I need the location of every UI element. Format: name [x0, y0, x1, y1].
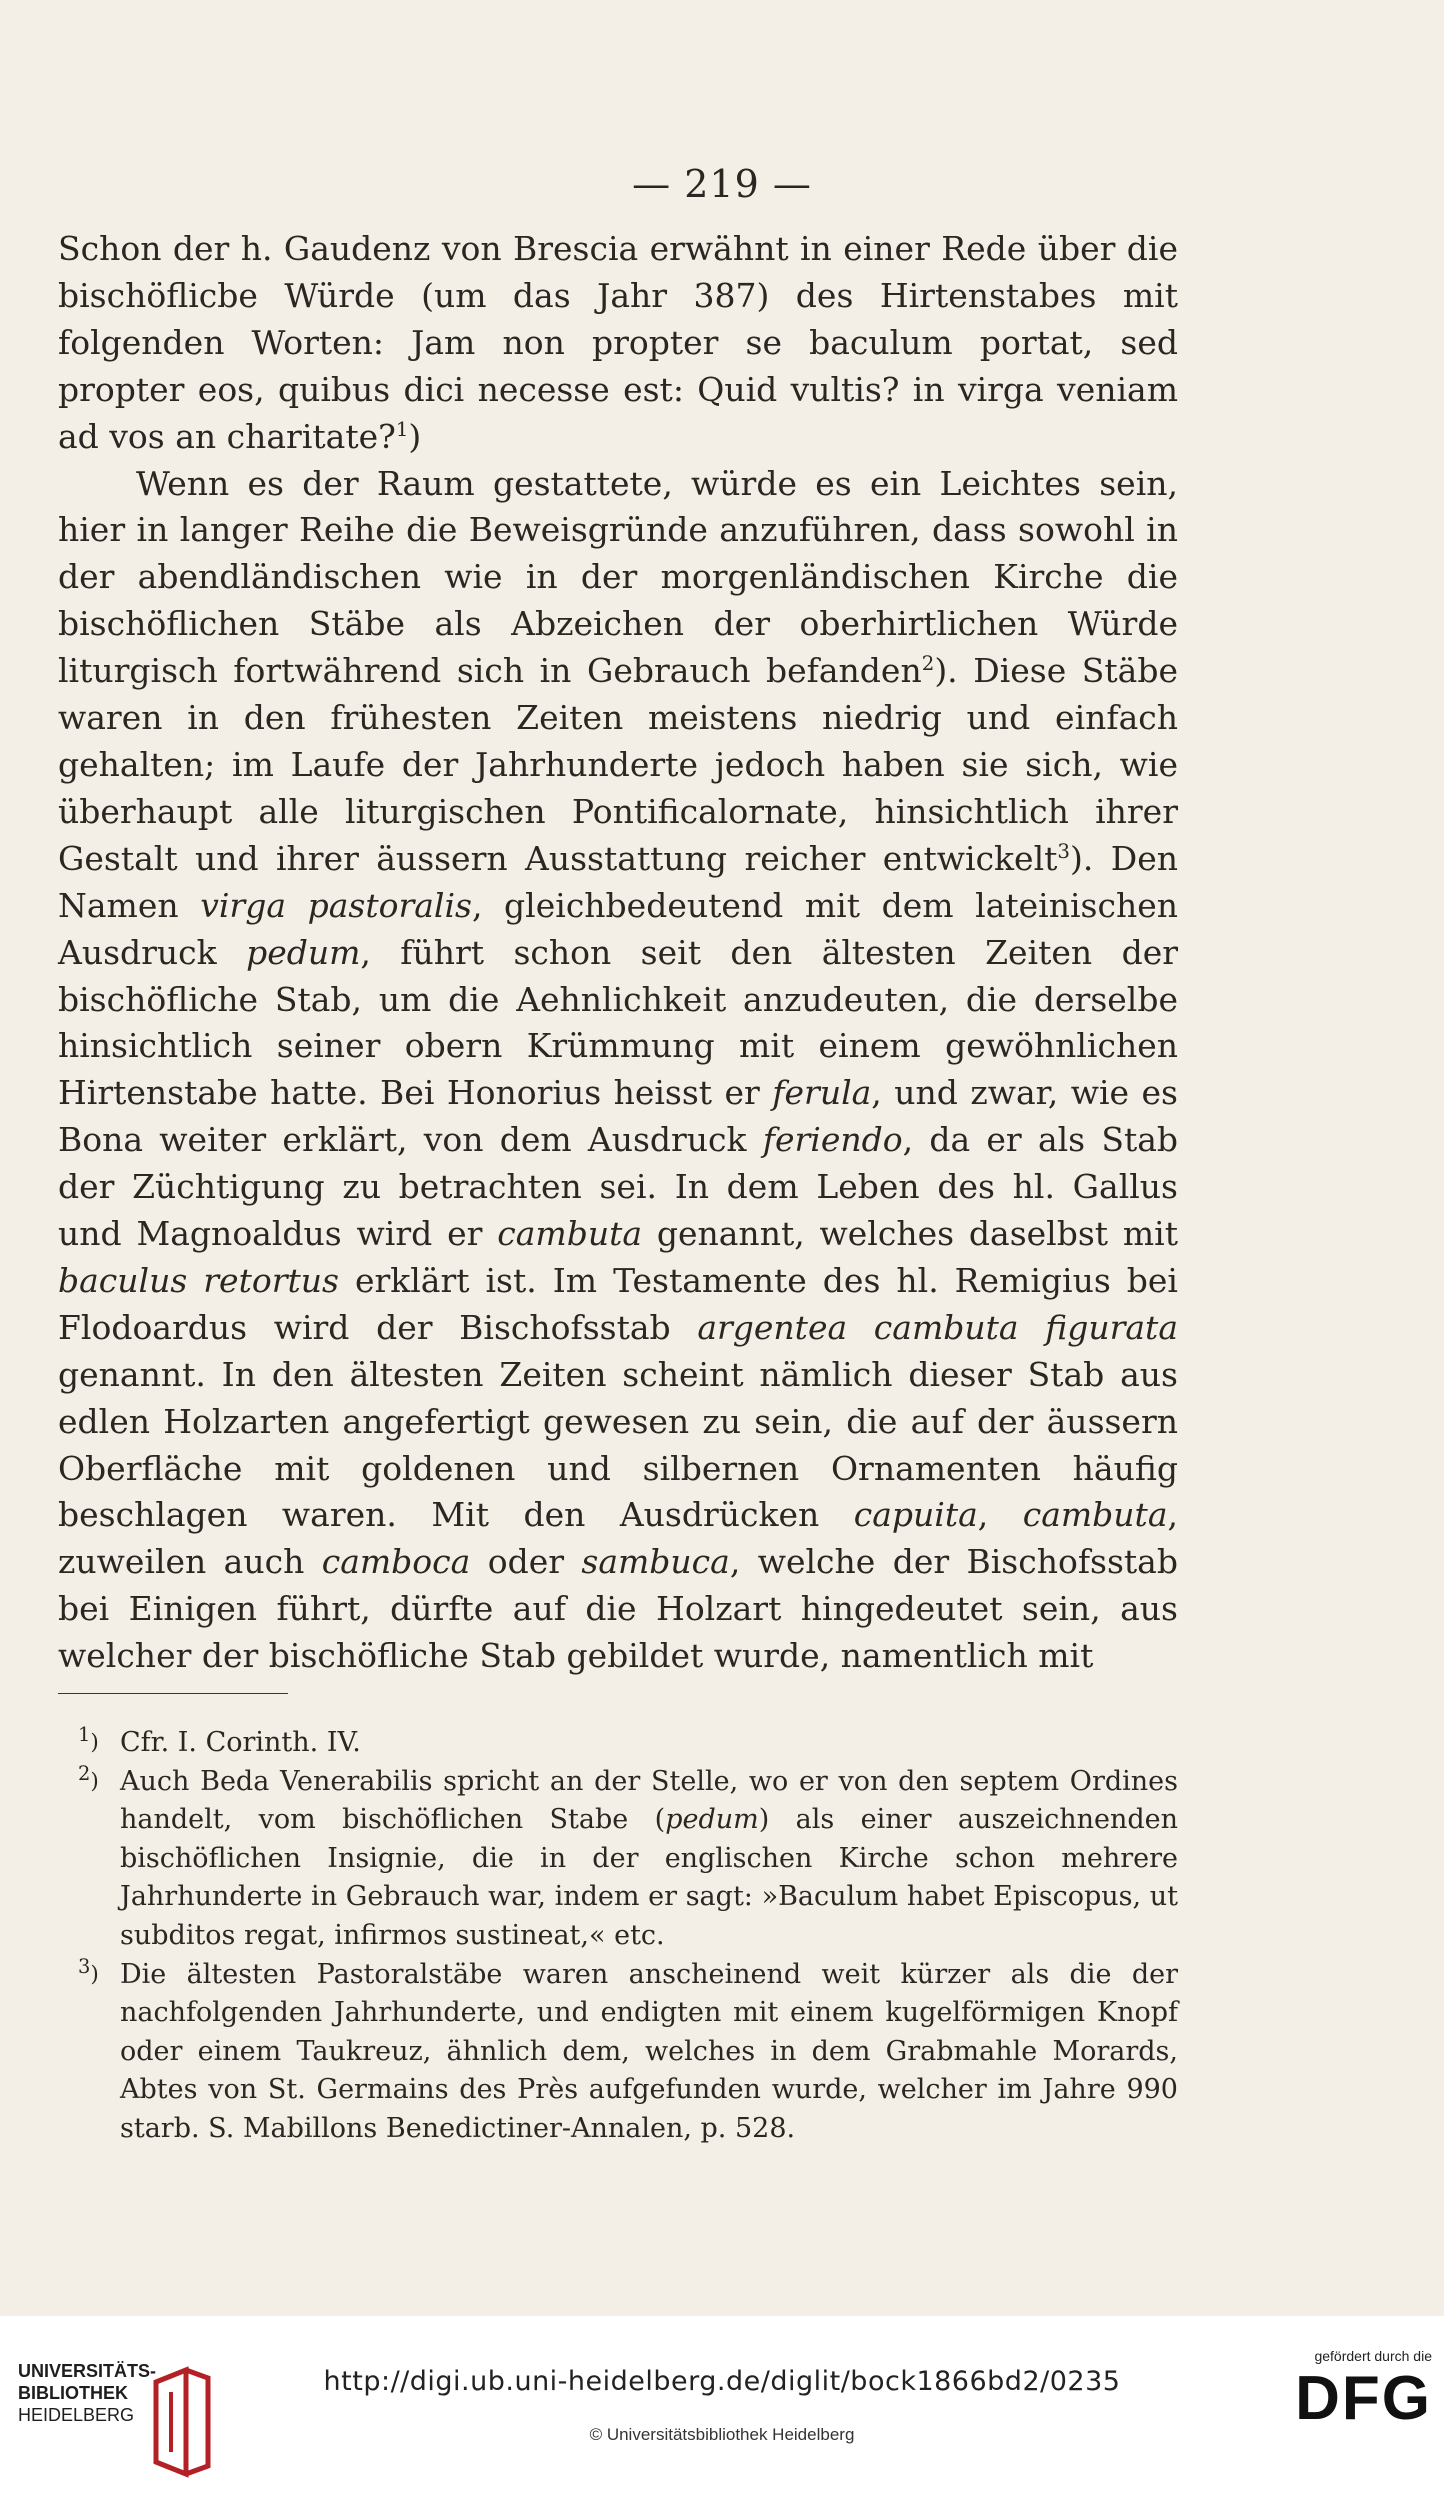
text-run: , und zwar, wie es Bona weiter erklärt, von dem Ausdruck [58, 1073, 1178, 1160]
paragraph [58, 226, 1178, 461]
page-number: — 219 — [632, 162, 812, 206]
footnotes [78, 1722, 1179, 2149]
footnote-ref[interactable]: 2 [921, 652, 935, 676]
logo-text: UNIVERSITÄTS- [18, 2361, 157, 2381]
italic-term: cambuta [1022, 1495, 1168, 1535]
italic-term: baculus retortus [58, 1260, 339, 1300]
text-run: , [977, 1495, 1023, 1535]
footnote-2 [78, 1761, 1179, 1956]
text-run: Schon der h. Gaudenz von Brescia erwähnt in einer Rede über die bischöflicbe Würde (um das Jahr 387) des Hirtenstabes mit folgenden Worten: Jam non propter se baculum portat, sed propter eos, quibus dici necesse est: Quid vultis? in virga veniam ad vos an charitate? [58, 229, 1178, 456]
footnote-mark: $^1$) [78, 1722, 99, 1755]
logo-text: HEIDELBERG [18, 2405, 135, 2425]
italic-term: cambuta [497, 1214, 643, 1254]
text-run: genannt. In den ältesten Zeiten scheint nämlich dieser Stab aus edlen Holzarten angefertigt gewesen zu sein, die auf der äussern Oberfläche mit goldenen und silbernen Ornamenten häufig beschlagen waren. Mit den Ausdrücken [58, 1354, 1178, 1535]
dfg-wordmark: DFG [1295, 2364, 1432, 2433]
text-run: , gleichbedeutend mit dem lateinischen Ausdruck [58, 885, 1178, 972]
italic-term: pedum [246, 932, 361, 972]
footnote-mark: $^2$) [78, 1761, 99, 1794]
footnote-text: Cfr. I. Corinth. IV. [120, 1727, 361, 1758]
text-run: Wenn es der Raum gestattete, würde es ein Leichtes sein, hier in langer Reihe die Beweisgründe anzuführen, dass sowohl in der abendländischen wie in der morgenländischen Kirche die bischöflichen Stäbe als Abzeichen der oberhirtlichen Würde liturgisch fortwährend sich in Gebrauch befanden [58, 463, 1178, 691]
text-run: genannt, welches daselbst mit [642, 1214, 1178, 1254]
text-run: , zuweilen auch [58, 1495, 1178, 1582]
footnote-text: Die ältesten Pastoralstäbe waren anscheinend weit kürzer als die der nachfolgenden Jahrhunderte, und endigten mit einem kugelförmigen Knopf oder einem Taukreuz, ähnlich dem, welches in dem Grabmahle Morards, Abtes von St. Germains des Près aufgefunden wurde, welcher im Jahre 990 starb. S. Mabillons Benedictiner-Annalen, p. 528. [120, 1958, 1178, 2144]
footnote-mark: $^3$) [78, 1954, 99, 1987]
paragraph [58, 461, 1178, 1681]
text-run: , welche der Bischofsstab bei Einigen führt, dürfte auf die Holzart hingedeutet sein, aus welcher der bischöfliche Stab gebildet wurde, namentlich mit [58, 1542, 1178, 1676]
footnote-text: ) als einer auszeichnenden bischöflichen Insignie, die in der englischen Kirche schon mehrere Jahrhunderte in Gebrauch war, indem er sagt: »Baculum habet Episcopus, ut subditos regat, infirmos sustineat,« etc. [120, 1804, 1179, 1951]
footnote-ref[interactable]: 1 [395, 417, 409, 441]
text-run: ). Diese Stäbe waren in den frühesten Zeiten meistens niedrig und einfach gehalten; im Laufe der Jahrhunderte jedoch haben sie sich, wie überhaupt alle liturgischen Pontificalornate, hinsichtlich ihrer Gestalt und ihrer äussern Ausstattung reicher entwickelt [58, 651, 1179, 878]
italic-term: camboca [321, 1542, 471, 1582]
footnote-ref[interactable]: 3 [1057, 839, 1070, 863]
text-run: , führt schon seit den ältesten Zeiten der bischöfliche Stab, um die Aehnlichkeit anzudeuten, die derselbe hinsichtlich seiner obern Krümmung mit einem gewöhnlichen Hirtenstabe hatte. Bei Honorius heisst er [58, 932, 1178, 1113]
text-run: , da er als Stab der Züchtigung zu betrachten sei. In dem Leben des hl. Gallus und Magnoaldus wird er [58, 1120, 1179, 1254]
italic-term: pedum [665, 1804, 759, 1836]
dfg-logo[interactable] [1292, 2348, 1432, 2434]
footnote-text: Auch Beda Venerabilis spricht an der Stelle, wo er von den septem Ordines handelt, vom bischöflichen Stabe ( [120, 1765, 1178, 1836]
text-run: ) [408, 416, 422, 456]
text-run: ). Den Namen [58, 838, 1178, 925]
copyright-notice: © Universitätsbibliothek Heidelberg [589, 2425, 855, 2444]
italic-term: capuita [853, 1495, 978, 1535]
main-text [58, 226, 1178, 1680]
footnote-divider [58, 1693, 288, 1694]
text-run: erklärt ist. Im Testamente des hl. Remigius bei Flodoardus wird der Bischofsstab [58, 1260, 1178, 1347]
italic-term: argentea cambuta figurata [697, 1307, 1178, 1347]
italic-term: virga pastoralis [200, 885, 472, 925]
italic-term: feriendo [762, 1120, 903, 1160]
footnote-3 [78, 1954, 1178, 2149]
dfg-caption: gefördert durch die [1314, 2348, 1432, 2364]
italic-term: sambuca [581, 1542, 730, 1582]
text-run: oder [470, 1542, 582, 1582]
italic-term: ferula [772, 1073, 872, 1113]
footnote-1 [78, 1722, 1178, 1763]
logo-text: BIBLIOTHEK [18, 2383, 128, 2403]
permalink-url[interactable]: http://digi.ub.uni-heidelberg.de/diglit/bock1866bd2/0235 [323, 2366, 1121, 2397]
